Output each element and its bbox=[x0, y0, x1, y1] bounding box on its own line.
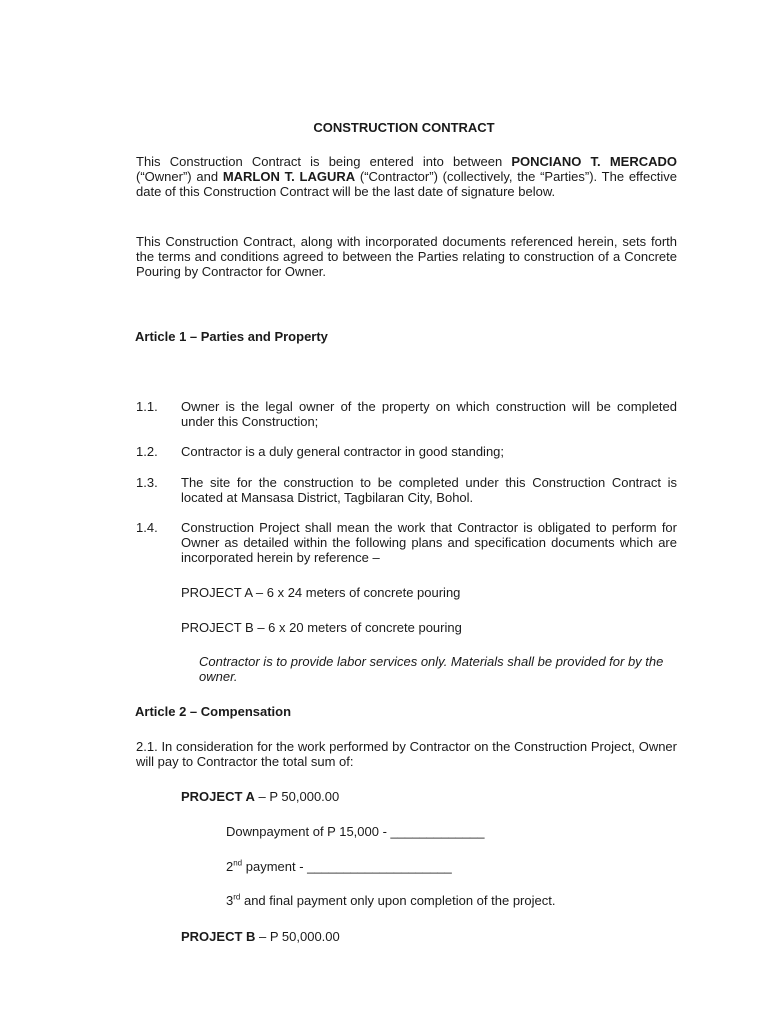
item-2-1-text: 2.1. In consideration for the work performed by Contractor on the Construction Project, Owner will pay to Contractor the total sum of: bbox=[136, 739, 677, 769]
project-a-payment bbox=[181, 789, 339, 804]
intro-paragraph-parties bbox=[136, 154, 677, 199]
intro-text-c: (“Contractor”) (collectively, the “Parties”). The effective date of this Construction Contract will be the last date of signature below. bbox=[136, 169, 677, 199]
document-title: CONSTRUCTION CONTRACT bbox=[313, 120, 495, 135]
item-1-1-number: 1.1. bbox=[136, 399, 158, 414]
article-2-heading: Article 2 – Compensation bbox=[135, 704, 292, 719]
labor-only-note: Contractor is to provide labor services only. Materials shall be provided for by the owner. bbox=[199, 654, 664, 684]
downpayment-line: Downpayment of P 15,000 - _____________ bbox=[226, 824, 485, 839]
intro-paragraph-scope: This Construction Contract, along with incorporated documents referenced herein, sets forth the terms and conditions agreed to between the Parties relating to construction of a Concrete Pouring by Contractor for Owner. bbox=[136, 234, 677, 279]
item-1-4-number: 1.4. bbox=[136, 520, 158, 535]
article-1-heading: Article 1 – Parties and Property bbox=[135, 329, 328, 344]
intro-text-a: This Construction Contract is being entered into between bbox=[136, 154, 512, 169]
item-1-1-text: Owner is the legal owner of the property on which construction will be completed under this Construction; bbox=[181, 399, 677, 429]
item-1-2-text: Contractor is a duly general contractor in good standing; bbox=[181, 444, 505, 459]
item-1-4-text: Construction Project shall mean the work that Contractor is obligated to perform for Owner as detailed within the following plans and specification documents which are incorporated herein by reference – bbox=[181, 520, 677, 565]
second-payment-line bbox=[226, 859, 452, 874]
intro-text-b: (“Owner”) and bbox=[136, 169, 223, 184]
project-b-payment bbox=[181, 929, 340, 944]
project-a-label: PROJECT A bbox=[181, 789, 255, 804]
third-ordinal-suffix: rd bbox=[233, 892, 241, 902]
final-payment-text: and final payment only upon completion of the project. bbox=[240, 893, 556, 908]
project-a-scope: PROJECT A – 6 x 24 meters of concrete pouring bbox=[181, 585, 461, 600]
contractor-name: MARLON T. LAGURA bbox=[222, 169, 356, 184]
owner-name: PONCIANO T. MERCADO bbox=[511, 154, 677, 169]
item-1-2-number: 1.2. bbox=[136, 444, 158, 459]
second-payment-text: payment - ____________________ bbox=[242, 859, 452, 874]
second-ordinal-suffix: nd bbox=[233, 858, 243, 868]
item-1-3-text: The site for the construction to be completed under this Construction Contract is located at Mansasa District, Tagbilaran City, Bohol. bbox=[181, 475, 677, 505]
project-b-scope: PROJECT B – 6 x 20 meters of concrete pouring bbox=[181, 620, 462, 635]
project-a-amount: – P 50,000.00 bbox=[254, 789, 340, 804]
final-payment-line bbox=[226, 893, 555, 908]
third-ordinal: 3 bbox=[226, 893, 234, 908]
item-1-3-number: 1.3. bbox=[136, 475, 158, 490]
project-b-label: PROJECT B bbox=[181, 929, 256, 944]
second-ordinal: 2 bbox=[226, 859, 234, 874]
project-b-amount: – P 50,000.00 bbox=[255, 929, 340, 944]
